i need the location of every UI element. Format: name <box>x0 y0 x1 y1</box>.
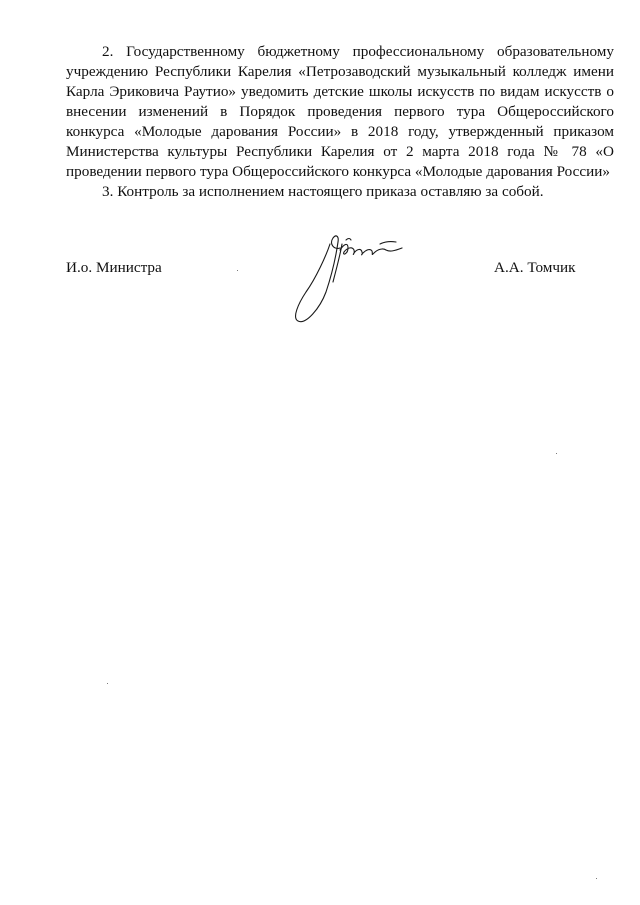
scan-speck <box>556 453 557 454</box>
paragraph-2-line-3: Карла Эриковича Раутио» уведомить детские школы искусств по видам искусств о <box>66 83 614 100</box>
scan-speck <box>596 878 597 879</box>
scan-speck <box>237 270 238 271</box>
signatory-position: И.о. Министра <box>66 259 162 276</box>
paragraph-2-line-7: проведении первого тура Общероссийского конкурса «Молодые дарования России» <box>66 163 610 180</box>
signature-block <box>0 0 640 340</box>
paragraph-3: 3. Контроль за исполнением настоящего приказа оставляю за собой. <box>102 183 544 200</box>
paragraph-2-line-6: Министерства культуры Республики Карелия от 2 марта 2018 года № 78 «О <box>66 143 614 160</box>
paragraph-2-line-4: внесении изменений в Порядок проведения первого тура Общероссийского <box>66 103 614 120</box>
signature-icon <box>286 226 416 326</box>
paragraph-2-line-1: 2. Государственному бюджетному профессиональному образовательному <box>102 43 614 60</box>
paragraph-2-line-2: учреждению Республики Карелия «Петрозаводский музыкальный колледж имени <box>66 63 614 80</box>
paragraph-2-line-5: конкурса «Молодые дарования России» в 2018 году, утвержденный приказом <box>66 123 614 140</box>
scan-speck <box>107 683 108 684</box>
signatory-name: А.А. Томчик <box>494 259 576 276</box>
